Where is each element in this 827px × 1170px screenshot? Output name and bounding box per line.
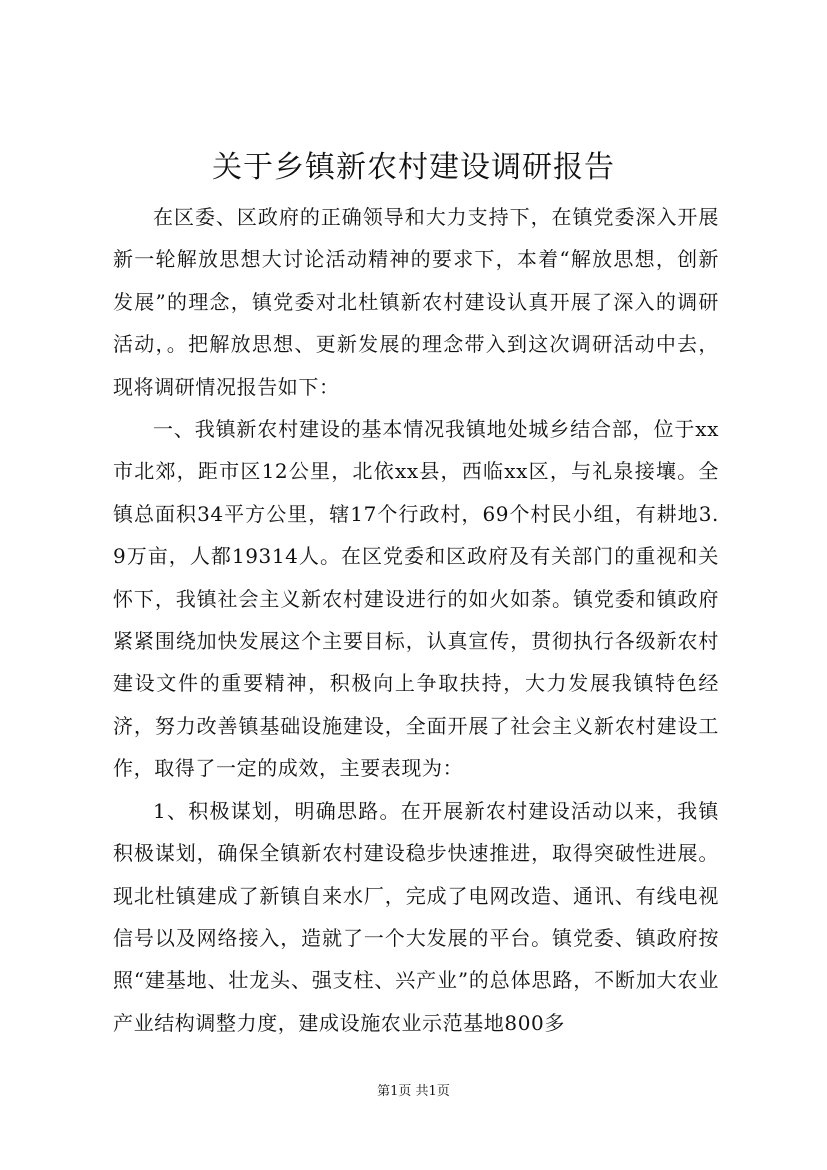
paragraph-basic-situation: 一、我镇新农村建设的基本情况我镇地处城乡结合部，位于xx市北郊，距市区12公里，北依xx县，西临xx区，与礼泉接壤。全镇总面积34平方公里，辖17个行政村，69个村民小组，有耕地3.9万亩，人都19314人。在区党委和区政府及有关部门的重视和关怀下，我镇社会主义新农村建设进行的如火如荼。镇党委和镇政府紧紧围绕加快发展这个主要目标，认真宣传，贯彻执行各级新农村建设文件的重要精神，积极向上争取扶持，大力发展我镇特色经济，努力改善镇基础设施建设，全面开展了社会主义新农村建设工作，取得了一定的成效，主要表现为： xyxy=(113,417,719,781)
page-footer: 第1页 共1页 xyxy=(377,1084,450,1099)
paragraph-planning: 1、积极谋划，明确思路。在开展新农村建设活动以来，我镇积极谋划，确保全镇新农村建设稳步快速推进，取得突破性进展。现北杜镇建成了新镇自来水厂，完成了电网改造、通讯、有线电视信号以及网络接入，造就了一个大发展的平台。镇党委、镇政府按照“建基地、壮龙头、强支柱、兴产业”的总体思路，不断加大农业产业结构调整力度，建成设施农业示范基地800多 xyxy=(113,798,719,1035)
document-title: 关于乡镇新农村建设调研报告 xyxy=(212,150,615,185)
paragraph-intro: 在区委、区政府的正确领导和大力支持下，在镇党委深入开展新一轮解放思想大讨论活动精神的要求下，本着“解放思想，创新发展”的理念，镇党委对北杜镇新农村建设认真开展了深入的调研活动，。把解放思想、更新发展的理念带入到这次调研活动中去，现将调研情况报告如下： xyxy=(113,205,719,399)
document-body xyxy=(113,196,719,1044)
